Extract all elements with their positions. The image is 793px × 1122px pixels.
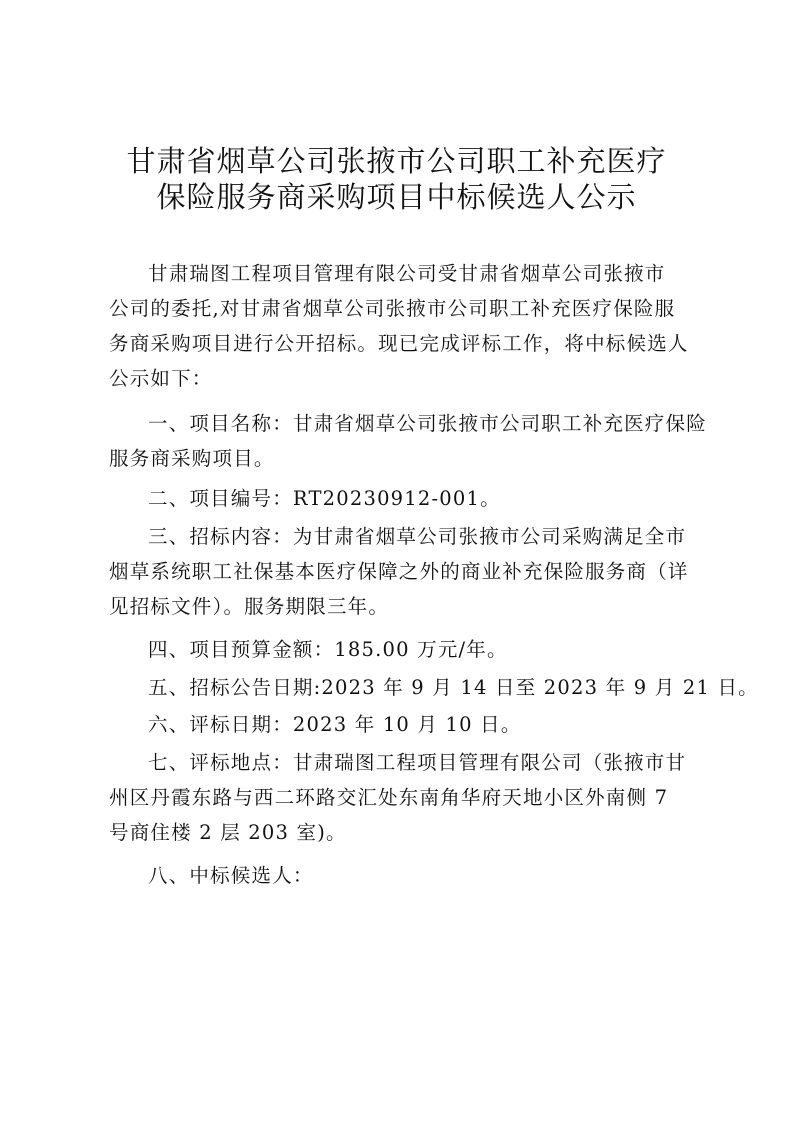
item-tender-content bbox=[109, 519, 689, 624]
page-title-line-1: 甘肃省烟草公司张掖市公司职工补充医疗 bbox=[126, 144, 667, 178]
item-budget bbox=[109, 632, 689, 667]
page-title-line-2: 保险服务商采购项目中标候选人公示 bbox=[156, 180, 637, 214]
item-line: 五、招标公告日期:2023 年 9 月 14 日至 2023 年 9 月 21 日。 bbox=[148, 676, 759, 699]
item-line: 号商住楼 2 层 203 室)。 bbox=[109, 821, 347, 844]
item-line: 八、中标候选人： bbox=[148, 864, 314, 887]
item-line: 州区丹霞东路与西二环路交汇处东南角华府天地小区外南侧 7 bbox=[109, 786, 669, 809]
item-project-name bbox=[109, 406, 707, 476]
item-evaluation-date bbox=[109, 707, 689, 742]
intro-paragraph bbox=[109, 256, 689, 396]
item-line: 七、评标地点：甘肃瑞图工程项目管理有限公司（张掖市甘 bbox=[148, 751, 687, 774]
intro-line: 公司的委托,对甘肃省烟草公司张掖市公司职工补充医疗保险服 bbox=[109, 297, 676, 320]
item-announcement-dates bbox=[109, 670, 759, 705]
item-line: 二、项目编号：RT20230912-001。 bbox=[148, 487, 501, 510]
item-line: 三、招标内容：为甘肃省烟草公司张掖市公司采购满足全市 bbox=[148, 525, 687, 548]
item-line: 服务商采购项目。 bbox=[109, 447, 275, 470]
intro-line: 甘肃瑞图工程项目管理有限公司受甘肃省烟草公司张掖市 bbox=[148, 262, 666, 285]
item-line: 见招标文件）。服务期限三年。 bbox=[109, 595, 390, 618]
item-line: 烟草系统职工社保基本医疗保障之外的商业补充保险服务商（详 bbox=[109, 560, 689, 583]
item-evaluation-location bbox=[109, 745, 689, 850]
intro-line: 公示如下： bbox=[109, 367, 213, 390]
intro-line: 务商采购项目进行公开招标。现已完成评标工作，将中标候选人 bbox=[109, 332, 689, 355]
item-candidates bbox=[109, 858, 689, 893]
item-line: 一、项目名称：甘肃省烟草公司张掖市公司职工补充医疗保险 bbox=[148, 412, 707, 435]
item-line: 四、项目预算金额：185.00 万元/年。 bbox=[148, 638, 508, 661]
item-project-number bbox=[109, 481, 689, 516]
item-line: 六、评标日期：2023 年 10 月 10 日。 bbox=[148, 713, 522, 736]
